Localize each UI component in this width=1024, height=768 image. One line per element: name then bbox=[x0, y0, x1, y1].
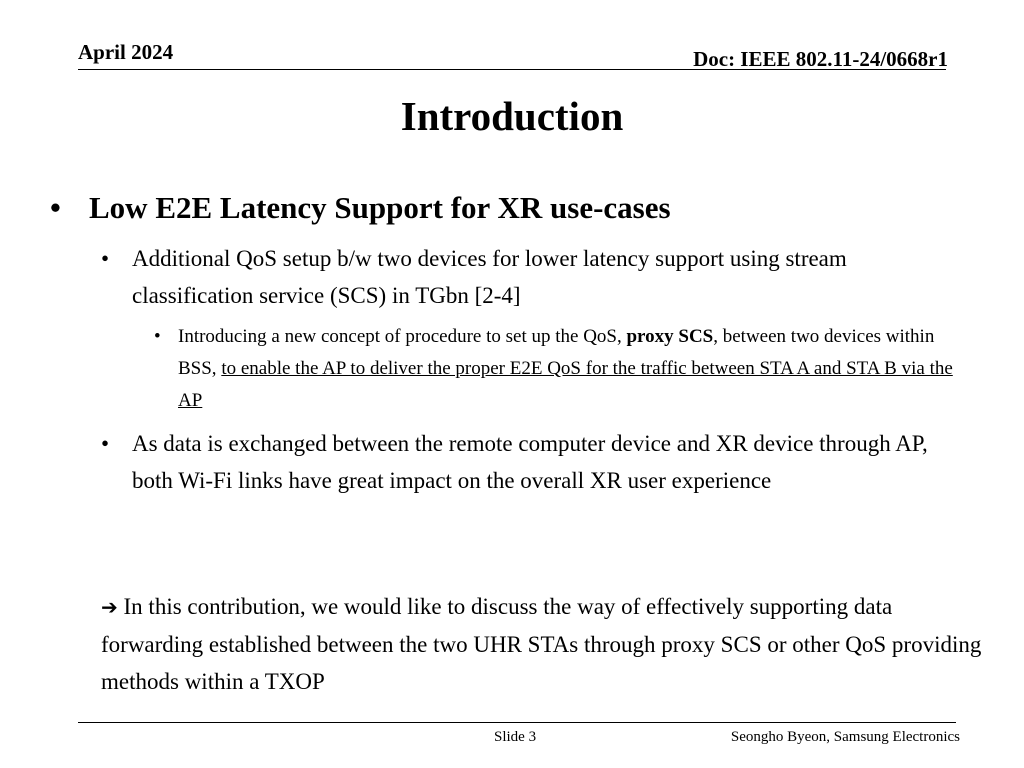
conclusion-text: In this contribution, we would like to discuss the way of effectively supporting data forwarding established between the two UHR STAs through proxy SCS or other QoS providing methods within a TXOP bbox=[101, 594, 982, 694]
detail-underlined: to enable the AP to deliver the proper E2E QoS for the traffic between STA A and STA B via the AP bbox=[178, 358, 953, 411]
bullet-icon: • bbox=[101, 431, 110, 456]
slide-number: Slide 3 bbox=[494, 729, 537, 745]
conclusion-paragraph bbox=[101, 588, 991, 700]
bullet-sub1-detail-text bbox=[178, 321, 958, 417]
right-arrow-icon: ➔ bbox=[101, 595, 118, 619]
bullet-sub2-text: As data is exchanged between the remote computer device and XR device through AP, both Wi-Fi links have great impact on the overall XR user experience bbox=[132, 431, 928, 493]
header-divider bbox=[78, 69, 946, 70]
footer-author: Seongho Byeon, Samsung Electronics bbox=[730, 729, 960, 745]
header-doc-number: Doc: IEEE 802.11-24/0668r1 bbox=[693, 47, 948, 71]
header-date: April 2024 bbox=[78, 40, 174, 64]
slide-title: Introduction bbox=[400, 93, 624, 139]
bullet-icon: • bbox=[50, 190, 61, 225]
detail-bold-term: proxy SCS bbox=[626, 326, 714, 347]
bullet-icon: • bbox=[101, 246, 110, 271]
bullet-sub1-text: Additional QoS setup b/w two devices for lower latency support using stream classification service (SCS) in TGbn [2-4] bbox=[132, 246, 847, 308]
detail-part2: , between two devices within BSS, bbox=[178, 326, 935, 379]
bullet-main-text: Low E2E Latency Support for XR use-cases bbox=[89, 190, 671, 225]
bullet-icon: • bbox=[154, 326, 161, 347]
detail-part1: Introducing a new concept of procedure to set up the QoS, bbox=[178, 326, 627, 347]
footer-divider bbox=[78, 722, 956, 723]
